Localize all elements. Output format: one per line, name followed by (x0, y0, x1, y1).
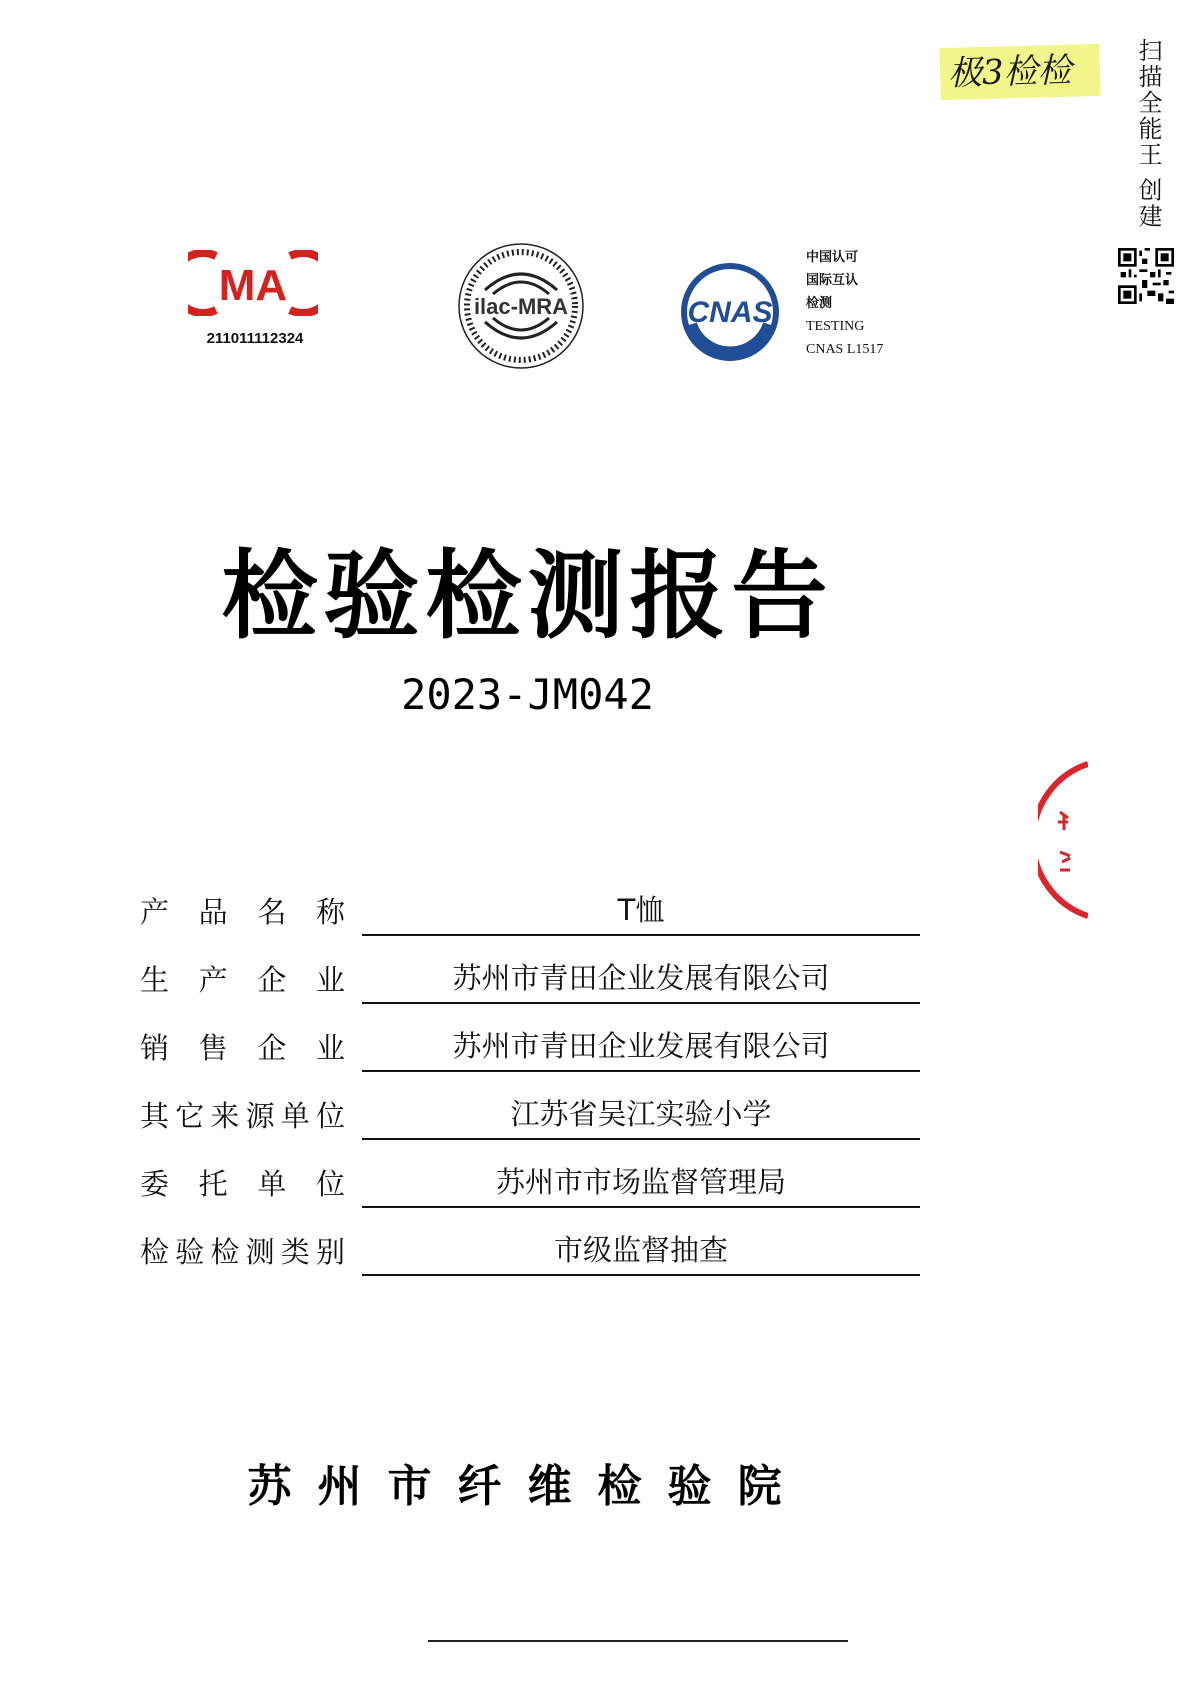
cnas-accreditation-text (806, 246, 883, 361)
handwritten-note: 极3检检 (939, 44, 1100, 100)
cma-certificate-code: 211011112324 (206, 330, 304, 347)
underline (362, 1138, 920, 1140)
info-value: 苏州市青田企业发展有限公司 (452, 1029, 830, 1063)
info-value: 苏州市市场监督管理局 (495, 1165, 786, 1199)
info-value: T恤 (617, 893, 665, 927)
report-title: 检验检测报告 (221, 540, 834, 652)
info-label: 检 验 检 测 类 别 (140, 1235, 345, 1269)
cnas-logo (680, 262, 780, 362)
underline (362, 934, 920, 936)
info-row-seller (140, 1016, 920, 1084)
red-seal-stamp (1038, 760, 1088, 920)
info-row-product-name (140, 880, 920, 948)
cnas-line: CNAS L1517 (806, 342, 884, 357)
footer-divider (428, 1640, 848, 1642)
info-label: 其 它 来 源 单 位 (140, 1099, 345, 1133)
info-label: 产 品 名 称 (140, 895, 345, 929)
info-row-other-source (140, 1084, 920, 1152)
info-row-manufacturer (140, 948, 920, 1016)
cnas-line: 国际互认 (806, 273, 859, 288)
cnas-logo-text: CNAS (687, 296, 773, 329)
info-label: 委 托 单 位 (140, 1167, 345, 1201)
underline (362, 1070, 920, 1072)
scanner-watermark: 扫描全能王 创建 (1134, 38, 1162, 230)
cnas-line: TESTING (806, 319, 865, 334)
underline (362, 1206, 920, 1208)
underline (362, 1274, 920, 1276)
cnas-line: 检测 (806, 296, 833, 311)
cma-logo-text: MA (218, 261, 288, 310)
info-value: 市级监督抽查 (553, 1233, 728, 1267)
report-number: 2023-JM042 (401, 670, 654, 719)
info-value: 苏州市青田企业发展有限公司 (452, 961, 830, 995)
info-label: 销 售 企 业 (140, 1031, 345, 1065)
issuing-organization: 苏州市纤维检验院 (247, 1461, 808, 1512)
info-row-client (140, 1152, 920, 1220)
info-label: 生 产 企 业 (140, 963, 345, 997)
ilac-mra-logo (455, 240, 587, 372)
ilac-logo-text: ilac-MRA (473, 294, 569, 319)
info-value: 江苏省吴江实验小学 (510, 1097, 772, 1131)
underline (362, 1002, 920, 1004)
qr-code-icon (1118, 248, 1174, 304)
cma-logo (188, 250, 318, 316)
info-row-test-category (140, 1220, 920, 1288)
cnas-line: 中国认可 (806, 250, 859, 265)
